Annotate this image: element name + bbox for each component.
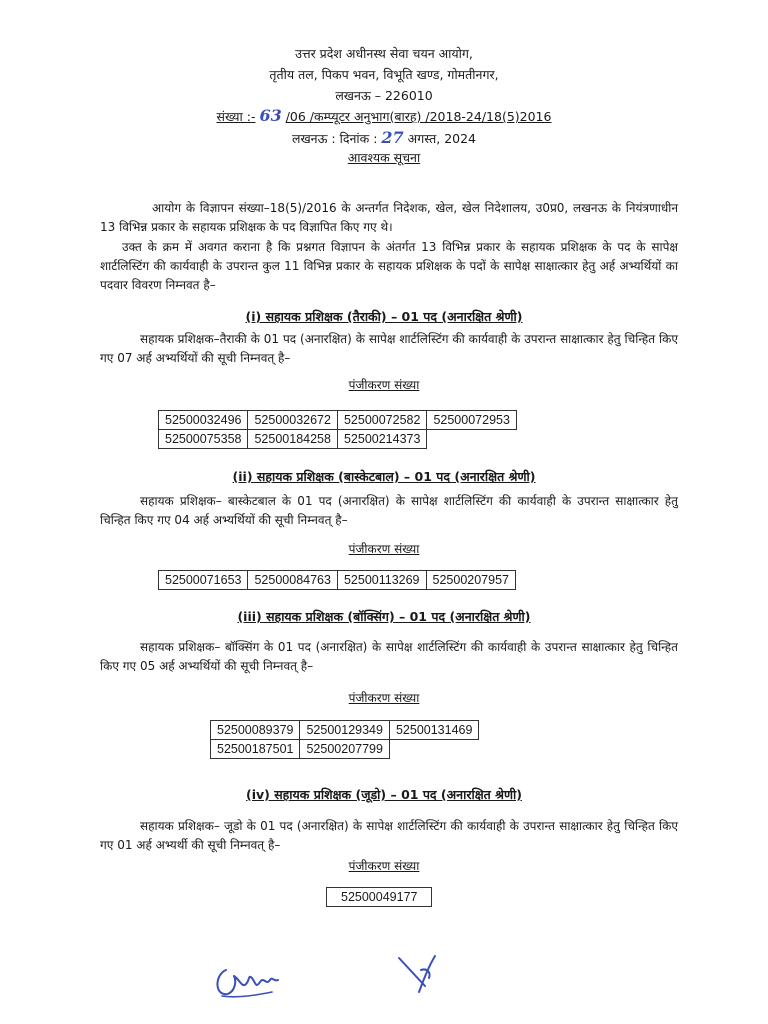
reference-line xyxy=(0,108,768,125)
registration-number: 52500032672 xyxy=(248,411,337,430)
registration-label: पंजीकरण संख्या xyxy=(348,378,420,392)
registration-number: 52500207799 xyxy=(300,740,389,759)
registration-table-swimming xyxy=(158,410,517,449)
reference-prefix: संख्या :- xyxy=(216,109,256,124)
notice-title: आवश्यक सूचना xyxy=(347,150,421,165)
registration-table-judo xyxy=(326,887,432,907)
registration-number: 52500072582 xyxy=(337,411,426,430)
intro-paragraph-1: आयोग के विज्ञापन संख्या–18(5)/2016 के अन्तर्गत निदेशक, खेल, खेल निदेशालय, उ0प्र0, लखनऊ के नियंत्रणाधीन 13 विभिन्न प्रकार के सहायक प्रशिक्षक के पद विज्ञापित किए गए थे। xyxy=(100,201,678,234)
registration-table-boxing xyxy=(210,720,479,759)
section-text-judo: सहायक प्रशिक्षक– जूडो के 01 पद (अनारक्षित) के सापेक्ष शार्टलिस्टिंग की कार्यवाही के उपरान्त साक्षात्कार हेतु चिन्हित किए गए 01 अर्ह अभ्यर्थी की सूची निम्नवत् है– xyxy=(100,819,678,852)
table-row xyxy=(327,888,432,907)
section-text-swimming: सहायक प्रशिक्षक–तैराकी के 01 पद (अनारक्षित) के सापेक्ष शार्टलिस्टिंग की कार्यवाही के उपरान्त साक्षात्कार हेतु चिन्हित किए गए 07 अर्ह अभ्यर्थियों की सूची निम्नवत् है– xyxy=(100,332,678,365)
table-row xyxy=(159,571,516,590)
registration-number: 52500214373 xyxy=(337,430,426,449)
intro-paragraph-2: उक्त के क्रम में अवगत कराना है कि प्रश्नगत विज्ञापन के अंतर्गत 13 विभिन्न प्रकार के सहायक प्रशिक्षक के पद के सापेक्ष शार्टलिस्टिंग की कार्यवाही के उपरान्त कुल 11 विभिन्न प्रकार के सहायक प्रशिक्षक के पदों के सापेक्ष साक्षात्कार हेतु अर्ह अभ्यर्थियों का पदवार विवरण निम्नवत है– xyxy=(100,240,678,292)
registration-number: 52500184258 xyxy=(248,430,337,449)
date-suffix: अगस्त, 2024 xyxy=(407,131,477,146)
table-row xyxy=(159,411,517,430)
org-name: उत्तर प्रदेश अधीनस्थ सेवा चयन आयोग, xyxy=(295,46,473,61)
registration-number: 52500071653 xyxy=(159,571,248,590)
registration-number: 52500113269 xyxy=(337,571,426,590)
registration-number: 52500032496 xyxy=(159,411,248,430)
registration-number: 52500049177 xyxy=(327,888,432,907)
registration-label: पंजीकरण संख्या xyxy=(348,859,420,873)
registration-number: 52500129349 xyxy=(300,721,389,740)
date-line xyxy=(0,130,768,147)
signature-left xyxy=(212,962,282,1002)
registration-number: 52500084763 xyxy=(248,571,337,590)
registration-label: पंजीकरण संख्या xyxy=(348,691,420,705)
table-row xyxy=(159,430,517,449)
registration-label: पंजीकरण संख्या xyxy=(348,542,420,556)
registration-number: 52500075358 xyxy=(159,430,248,449)
signature-right xyxy=(395,952,445,996)
org-city: लखनऊ – 226010 xyxy=(335,88,433,103)
registration-number: 52500131469 xyxy=(389,721,478,740)
org-address: तृतीय तल, पिकप भवन, विभूति खण्ड, गोमतीनगर, xyxy=(269,67,499,82)
table-row xyxy=(211,721,479,740)
section-title-swimming: (i) सहायक प्रशिक्षक (तैराकी) – 01 पद (अनारक्षित श्रेणी) xyxy=(245,309,523,324)
reference-number: 63 xyxy=(259,106,282,125)
section-title-basketball: (ii) सहायक प्रशिक्षक (बास्केटबाल) – 01 पद (अनारक्षित श्रेणी) xyxy=(232,469,536,484)
date-day: 27 xyxy=(381,128,404,147)
reference-suffix: /06 /कम्प्यूटर अनुभाग(बारह) /2018-24/18(5)2016 xyxy=(285,109,552,124)
registration-number: 52500089379 xyxy=(211,721,300,740)
section-text-boxing: सहायक प्रशिक्षक– बॉक्सिंग के 01 पद (अनारक्षित) के सापेक्ष शार्टलिस्टिंग की कार्यवाही के उपरान्त साक्षात्कार हेतु चिन्हित किए गए 05 अर्ह अभ्यर्थियों की सूची निम्नवत् है– xyxy=(100,640,678,673)
section-text-basketball: सहायक प्रशिक्षक– बास्केटबाल के 01 पद (अनारक्षित) के सापेक्ष शार्टलिस्टिंग की कार्यवाही के उपरान्त साक्षात्कार हेतु चिन्हित किए गए 04 अर्ह अभ्यर्थियों की सूची निम्नवत् है– xyxy=(100,494,678,527)
registration-number: 52500072953 xyxy=(427,411,516,430)
registration-number: 52500207957 xyxy=(426,571,515,590)
registration-number: 52500187501 xyxy=(211,740,300,759)
section-title-judo: (iv) सहायक प्रशिक्षक (जूडो) – 01 पद (अनारक्षित श्रेणी) xyxy=(246,787,522,802)
table-row xyxy=(211,740,479,759)
section-title-boxing: (iii) सहायक प्रशिक्षक (बॉक्सिंग) – 01 पद (अनारक्षित श्रेणी) xyxy=(237,609,531,624)
registration-table-basketball xyxy=(158,570,516,590)
date-prefix: लखनऊ : दिनांक : xyxy=(291,131,378,146)
